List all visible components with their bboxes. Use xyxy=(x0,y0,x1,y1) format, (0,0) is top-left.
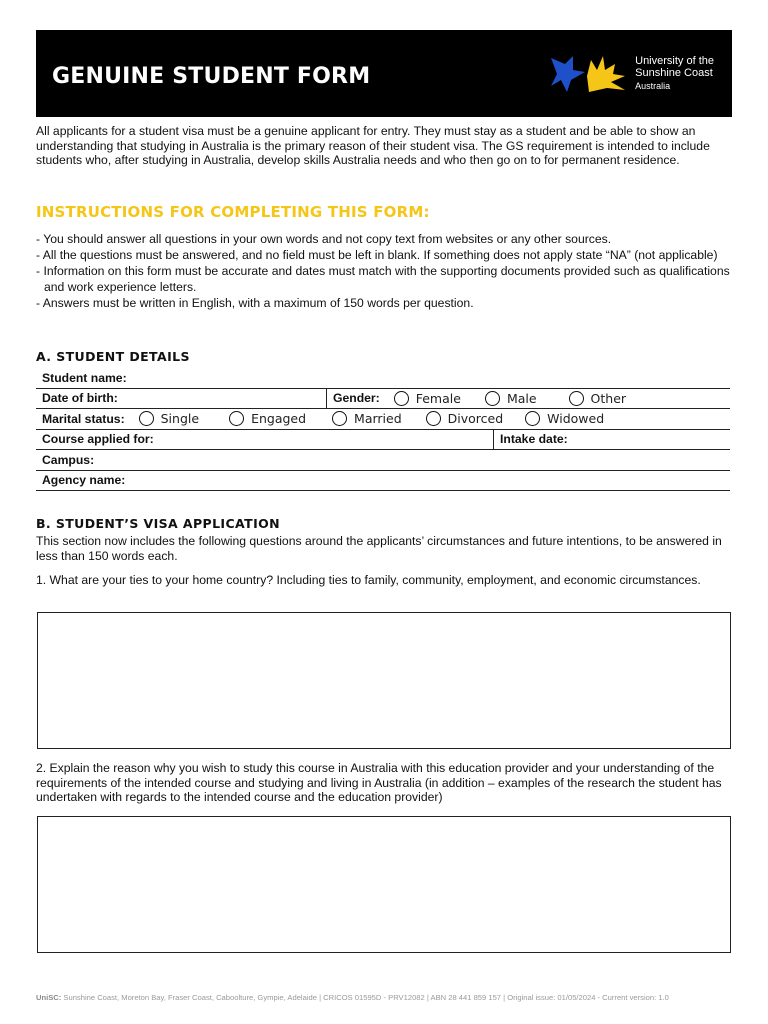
question-2: 2. Explain the reason why you wish to study this course in Australia with this education provider and your understanding of the requirements of the intended course and studying and living in Australia (in addition – examples of the research the student has undertaken with regards to the intended course and the education provider) xyxy=(36,761,722,805)
student-name-label: Student name: xyxy=(42,370,127,385)
option-label: Widowed xyxy=(547,411,605,427)
agency-row[interactable] xyxy=(36,471,730,492)
option-label: Divorced xyxy=(447,411,504,427)
marital-single-radio[interactable] xyxy=(139,411,199,426)
page-footer xyxy=(36,993,736,1002)
option-label: Female xyxy=(415,390,461,406)
answer-box-1[interactable] xyxy=(37,612,731,749)
option-label: Engaged xyxy=(251,411,307,427)
radio-circle-icon xyxy=(139,411,154,426)
student-details-table xyxy=(36,368,730,491)
instruction-item: - Information on this form must be accurate and dates must match with the supporting documents provided such as qualifications and work experience letters. xyxy=(36,264,730,294)
footer-text: Sunshine Coast, Moreton Bay, Fraser Coast, Caboolture, Gympie, Adelaide | CRICOS 01595D - PRV12082 | ABN 28 441 859 157 | Original issue: 01/05/2024 - Current version: 1.0 xyxy=(61,993,669,1002)
instructions-list xyxy=(36,231,732,311)
radio-circle-icon xyxy=(394,391,409,406)
form-title: GENUINE STUDENT FORM xyxy=(52,64,371,89)
radio-circle-icon xyxy=(426,411,441,426)
option-label: Male xyxy=(506,390,537,406)
marital-divorced-radio[interactable] xyxy=(426,411,504,426)
gender-label: Gender: xyxy=(333,391,380,406)
radio-circle-icon xyxy=(485,391,500,406)
instruction-item: - All the questions must be answered, and no field must be left in blank. If something does not apply state “NA” (not applicable) xyxy=(36,248,718,262)
footer-brand: UniSC: xyxy=(36,993,62,1002)
section-b-intro: This section now includes the following questions around the applicants’ circumstances and future intentions, to be answered in less than 150 words each. xyxy=(36,534,722,563)
section-b-heading: B. STUDENT’S VISA APPLICATION xyxy=(36,516,281,531)
logo-line-2: Sunshine Coast xyxy=(635,67,713,80)
radio-circle-icon xyxy=(229,411,244,426)
logo-line-3: Australia xyxy=(635,80,671,91)
gender-female-radio[interactable] xyxy=(394,391,461,406)
intro-paragraph: All applicants for a student visa must be a genuine applicant for entry. They must stay as a student and be able to show an understanding that studying in Australia is the primary reason of their student visa. The GS requirement is intended to include students who, after studying in Australia, develop skills Australia needs and who then go on to for permanent residence. xyxy=(36,124,710,168)
radio-circle-icon xyxy=(332,411,347,426)
course-label: Course applied for: xyxy=(42,432,154,447)
marital-status-row xyxy=(36,409,730,430)
marital-engaged-radio[interactable] xyxy=(229,411,306,426)
agency-label: Agency name: xyxy=(42,473,126,488)
intake-label: Intake date: xyxy=(500,432,568,447)
course-intake-row xyxy=(36,430,730,451)
option-label: Single xyxy=(160,411,200,427)
question-1: 1. What are your ties to your home country? Including ties to family, community, employment, and economic circumstances. xyxy=(36,573,701,587)
answer-box-2[interactable] xyxy=(37,816,731,953)
campus-row[interactable] xyxy=(36,450,730,471)
university-logo xyxy=(549,54,714,94)
dob-field[interactable] xyxy=(36,389,326,409)
marital-status-label: Marital status: xyxy=(42,411,125,426)
logo-line-1: University of the xyxy=(635,54,714,67)
form-header xyxy=(36,30,732,117)
gender-male-radio[interactable] xyxy=(485,391,537,406)
gender-field xyxy=(326,389,730,409)
course-field[interactable] xyxy=(36,430,493,450)
section-a-heading: A. STUDENT DETAILS xyxy=(36,349,190,364)
gender-other-radio[interactable] xyxy=(569,391,627,406)
instruction-item: - You should answer all questions in your own words and not copy text from websites or any other sources. xyxy=(36,232,612,246)
intake-field[interactable] xyxy=(493,430,730,450)
sunshine-logo-icon xyxy=(549,54,627,94)
student-name-row[interactable] xyxy=(36,368,730,389)
marital-widowed-radio[interactable] xyxy=(525,411,604,426)
dob-label: Date of birth: xyxy=(42,391,118,406)
option-label: Other xyxy=(590,390,627,406)
instruction-item: - Answers must be written in English, with a maximum of 150 words per question. xyxy=(36,296,474,310)
campus-label: Campus: xyxy=(42,452,95,467)
dob-gender-row xyxy=(36,389,730,410)
logo-wordmark xyxy=(635,55,714,93)
radio-circle-icon xyxy=(525,411,540,426)
marital-married-radio[interactable] xyxy=(332,411,402,426)
option-label: Married xyxy=(354,411,402,427)
instructions-heading: INSTRUCTIONS FOR COMPLETING THIS FORM: xyxy=(36,203,430,221)
radio-circle-icon xyxy=(569,391,584,406)
